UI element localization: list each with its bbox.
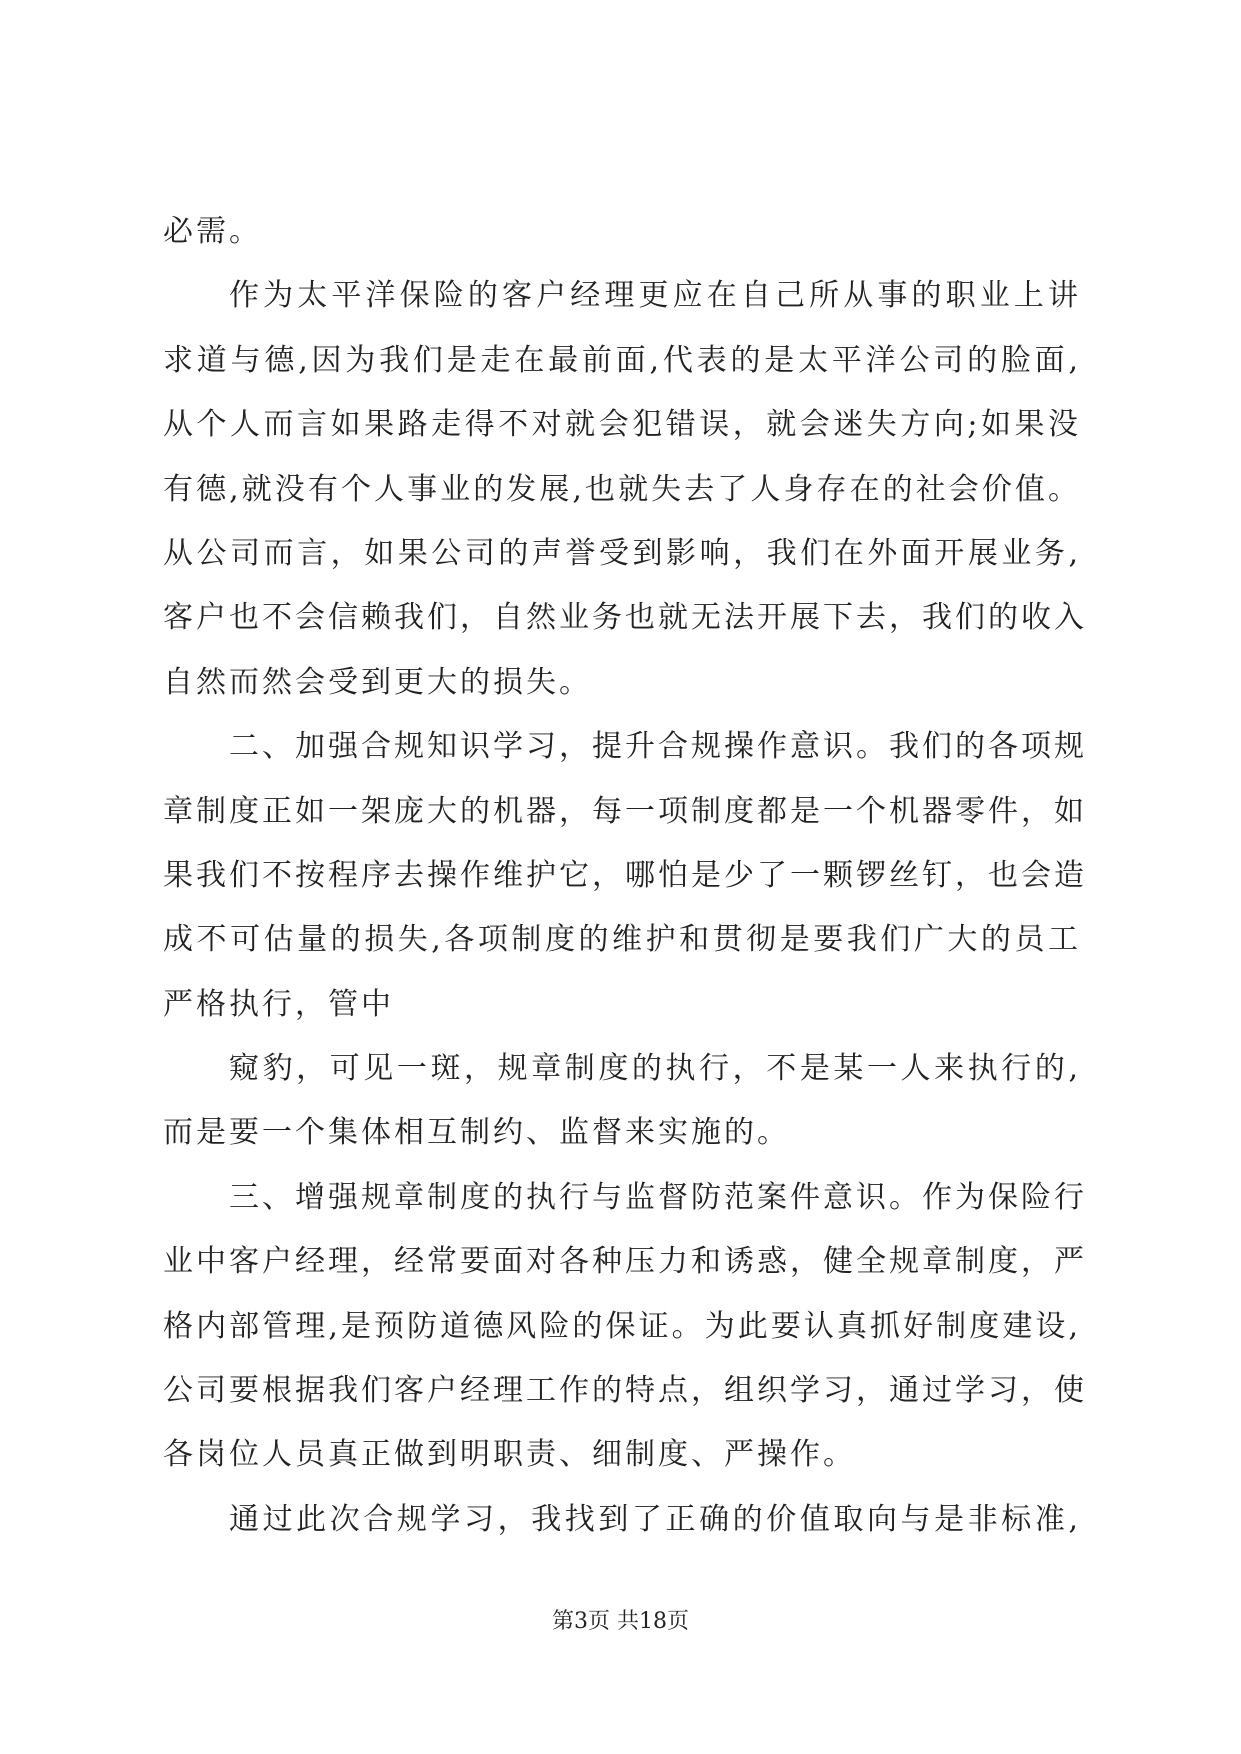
text-line: 而是要一个集体相互制约、监督来实施的。 xyxy=(163,1115,790,1151)
text-line: 窥豹，可见一斑，规章制度的执行，不是某一人来执行的, xyxy=(229,1051,1081,1087)
text-line: 格内部管理,是预防道德风险的保证。为此要认真抓好制度建设, xyxy=(163,1308,1081,1344)
text-line: 三、增强规章制度的执行与监督防范案件意识。作为保险行 xyxy=(229,1179,1087,1215)
text-line: 二、加强合规知识学习，提升合规操作意识。我们的各项规 xyxy=(229,729,1087,765)
text-line: 业中客户经理，经常要面对各种压力和诱惑，健全规章制度，严 xyxy=(163,1244,1087,1280)
text-line: 作为太平洋保险的客户经理更应在自己所从事的职业上讲 xyxy=(229,278,1081,314)
text-line: 必需。 xyxy=(163,214,262,249)
text-line: 严格执行，管中 xyxy=(163,986,394,1022)
page-footer: 第3页 共18页 xyxy=(552,1609,689,1634)
text-line: 自然而然会受到更大的损失。 xyxy=(163,664,592,700)
text-line: 各岗位人员真正做到明职责、细制度、严操作。 xyxy=(163,1437,856,1473)
body-text xyxy=(163,200,1087,1552)
text-line: 从公司而言，如果公司的声誉受到影响，我们在外面开展业务, xyxy=(163,535,1081,571)
text-line: 求道与德,因为我们是走在最前面,代表的是太平洋公司的脸面, xyxy=(163,342,1081,378)
text-line: 章制度正如一架庞大的机器，每一项制度都是一个机器零件，如 xyxy=(163,793,1087,829)
text-line: 从个人而言如果路走得不对就会犯错误，就会迷失方向;如果没 xyxy=(163,407,1081,443)
text-line: 客户也不会信赖我们，自然业务也就无法开展下去，我们的收入 xyxy=(163,600,1087,636)
text-line: 果我们不按程序去操作维护它，哪怕是少了一颗锣丝钉，也会造 xyxy=(163,857,1087,893)
text-line: 成不可估量的损失,各项制度的维护和贯彻是要我们广大的员工 xyxy=(163,922,1081,958)
text-line: 有德,就没有个人事业的发展,也就失去了人身存在的社会价值。 xyxy=(163,471,1081,507)
text-line: 通过此次合规学习，我找到了正确的价值取向与是非标准, xyxy=(229,1501,1081,1537)
text-line: 公司要根据我们客户经理工作的特点，组织学习，通过学习，使 xyxy=(163,1373,1087,1409)
